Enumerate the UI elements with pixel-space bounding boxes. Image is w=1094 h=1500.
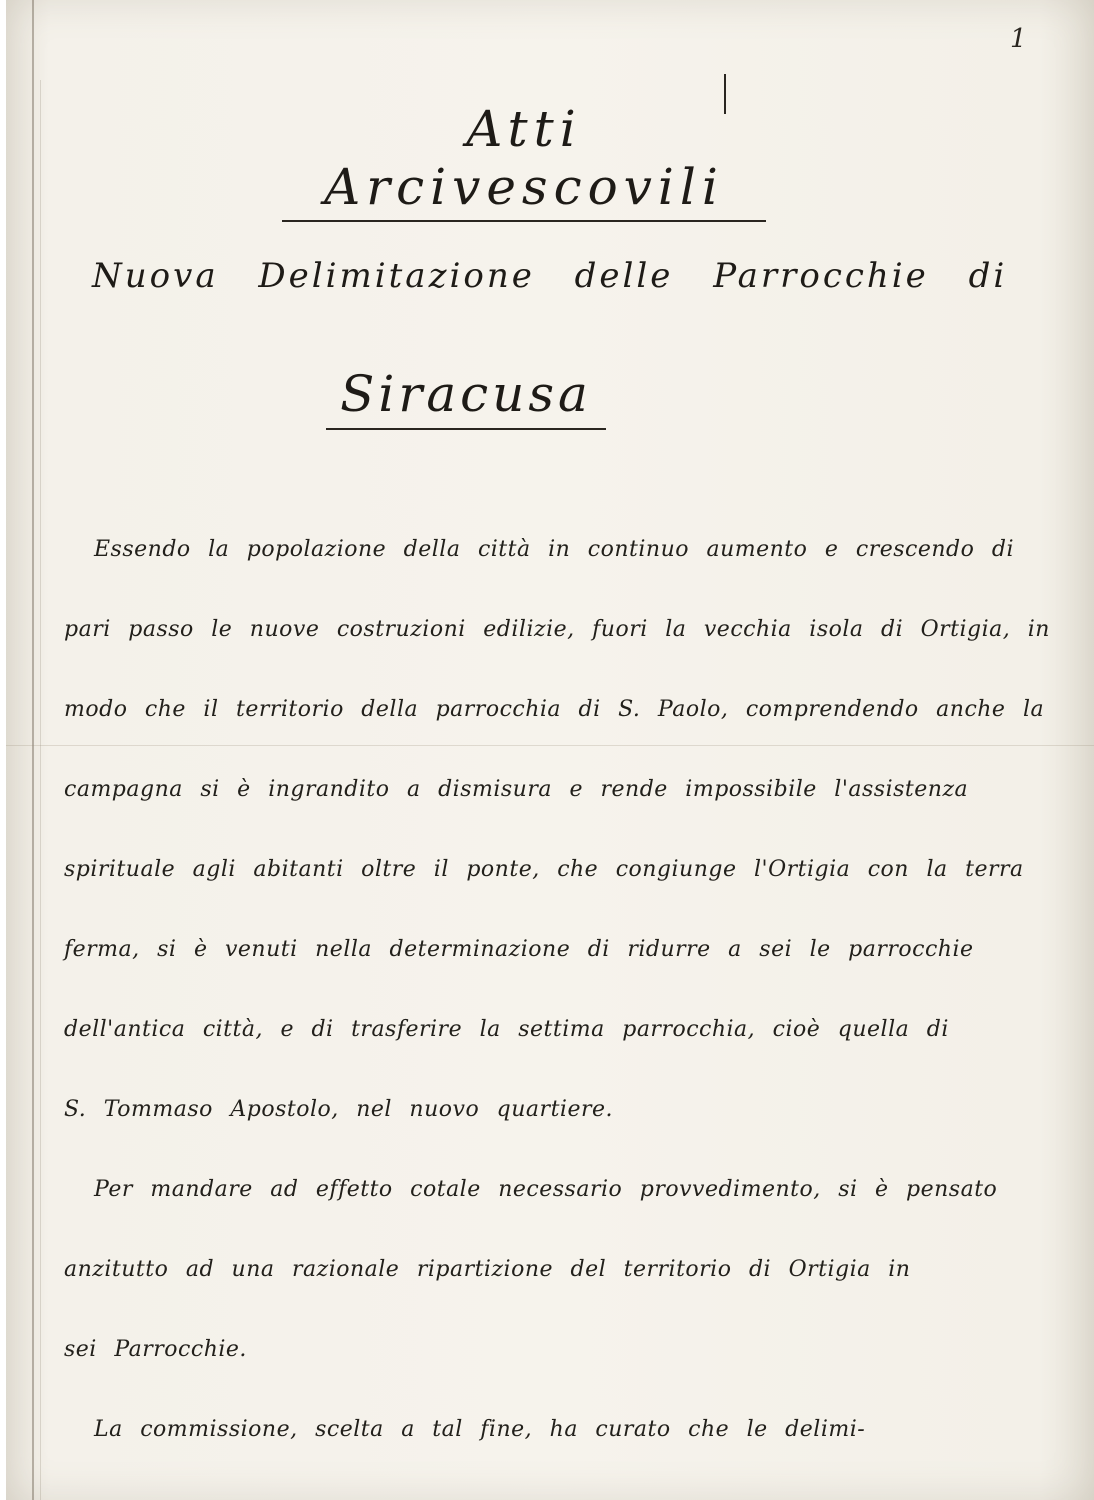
body-line: La commissione, scelta a tal fine, ha curato che le delimi- bbox=[94, 1417, 866, 1442]
document-title: Atti Arcivescovili bbox=[282, 100, 766, 222]
body-line: pari passo le nuove costruzioni edilizie, fuori la vecchia isola di Ortigia, in bbox=[64, 617, 1050, 642]
body-line: dell'antica città, e di trasferire la settima parrocchia, cioè quella di bbox=[64, 1017, 949, 1042]
body-line: spirituale agli abitanti oltre il ponte, che congiunge l'Ortigia con la terra bbox=[64, 857, 1024, 882]
body-line: Per mandare ad effetto cotale necessario provvedimento, si è pensato bbox=[94, 1177, 998, 1202]
body-line: sei Parrocchie. bbox=[64, 1337, 247, 1362]
manuscript-page bbox=[6, 0, 1094, 1500]
body-line: S. Tommaso Apostolo, nel nuovo quartiere. bbox=[64, 1097, 613, 1122]
body-line: anzitutto ad una razionale ripartizione del territorio di Ortigia in bbox=[64, 1257, 911, 1282]
document-subtitle: Nuova Delimitazione delle Parrocchie di bbox=[92, 256, 1008, 296]
body-line: Essendo la popolazione della città in continuo aumento e crescendo di bbox=[94, 537, 1015, 562]
margin-fold-line bbox=[32, 0, 34, 1500]
body-text bbox=[64, 520, 1050, 1480]
body-line: campagna si è ingrandito a dismisura e rende impossibile l'assistenza bbox=[64, 777, 969, 802]
page-number: 1 bbox=[1010, 24, 1027, 54]
body-line: ferma, si è venuti nella determinazione di ridurre a sei le parrocchie bbox=[64, 937, 974, 962]
body-line: modo che il territorio della parrocchia di S. Paolo, comprendendo anche la bbox=[64, 697, 1045, 722]
city-heading: Siracusa bbox=[326, 366, 606, 430]
margin-ruling-line bbox=[40, 80, 41, 1500]
